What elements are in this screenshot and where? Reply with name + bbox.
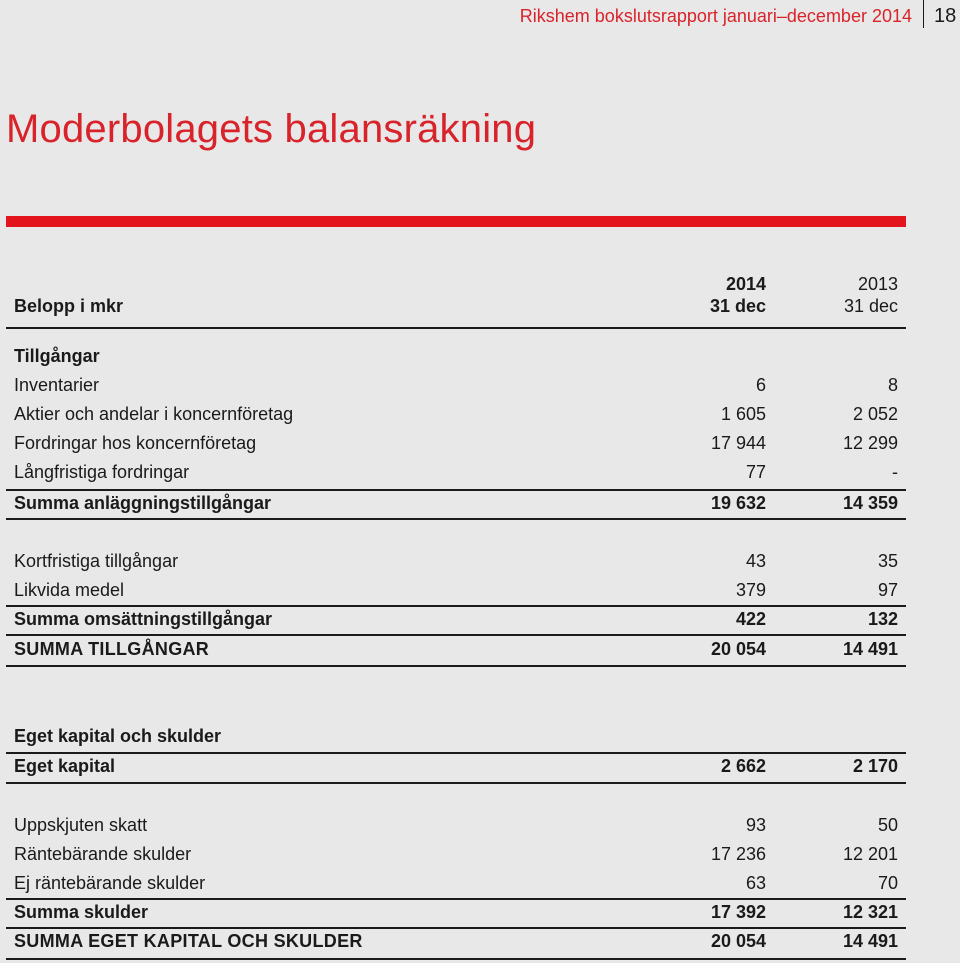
value-2014: 17 236 bbox=[710, 844, 766, 864]
table-row bbox=[6, 400, 906, 429]
header-divider bbox=[923, 0, 924, 28]
value-2013: 35 bbox=[877, 551, 898, 571]
value-2013: 50 bbox=[877, 815, 898, 835]
header-rule bbox=[6, 327, 906, 329]
value-2013: 12 321 bbox=[842, 902, 898, 922]
table-row bbox=[6, 342, 906, 371]
row-label: Eget kapital bbox=[14, 756, 116, 776]
column-date: 31 dec bbox=[843, 296, 898, 316]
table-row bbox=[6, 547, 906, 576]
value-2013: 14 491 bbox=[842, 931, 898, 951]
value-2013: 132 bbox=[867, 609, 898, 629]
row-label: Långfristiga fordringar bbox=[14, 462, 190, 482]
row-rule bbox=[6, 665, 906, 667]
value-2013: 12 201 bbox=[842, 844, 898, 864]
value-2013: 8 bbox=[887, 375, 898, 395]
row-rule bbox=[6, 958, 906, 960]
row-label: Ej räntebärande skulder bbox=[14, 873, 206, 893]
table-row bbox=[6, 840, 906, 869]
unit-label: Belopp i mkr bbox=[14, 296, 124, 316]
column-year: 2014 bbox=[725, 274, 766, 294]
value-2014: 43 bbox=[745, 551, 766, 571]
row-rule bbox=[6, 518, 906, 520]
value-2014: 20 054 bbox=[710, 931, 766, 951]
value-2014: 19 632 bbox=[710, 493, 766, 513]
table-row bbox=[6, 635, 906, 664]
page-title: Moderbolagets balansräkning bbox=[6, 107, 537, 151]
row-label: Tillgångar bbox=[14, 346, 100, 366]
column-year: 2013 bbox=[857, 274, 898, 294]
column-date: 31 dec bbox=[709, 296, 766, 316]
table-row bbox=[6, 722, 906, 751]
row-label: SUMMA EGET KAPITAL OCH SKULDER bbox=[14, 931, 363, 951]
table-row bbox=[6, 576, 906, 605]
row-label: Summa skulder bbox=[14, 902, 149, 922]
row-label: Uppskjuten skatt bbox=[14, 815, 148, 835]
row-label: Likvida medel bbox=[14, 580, 125, 600]
value-2014: 20 054 bbox=[710, 639, 766, 659]
value-2014: 77 bbox=[745, 462, 766, 482]
row-label: Räntebärande skulder bbox=[14, 844, 192, 864]
row-label: Fordringar hos koncernföretag bbox=[14, 433, 257, 453]
value-2014: 2 662 bbox=[720, 756, 766, 776]
report-title: Rikshem bokslutsrapport januari–december 2014 bbox=[519, 6, 912, 26]
value-2013: 14 491 bbox=[842, 639, 898, 659]
value-2013: 2 170 bbox=[852, 756, 898, 776]
row-label: Inventarier bbox=[14, 375, 100, 395]
value-2013: - bbox=[892, 462, 898, 482]
row-label: Kortfristiga tillgångar bbox=[14, 551, 179, 571]
row-label: Aktier och andelar i koncernföretag bbox=[14, 404, 294, 424]
table-row bbox=[6, 752, 906, 781]
value-2013: 2 052 bbox=[852, 404, 898, 424]
value-2014: 379 bbox=[735, 580, 766, 600]
page-number: 18 bbox=[934, 5, 957, 27]
value-2013: 97 bbox=[877, 580, 898, 600]
value-2013: 14 359 bbox=[842, 493, 898, 513]
table-row bbox=[6, 898, 906, 927]
value-2014: 17 392 bbox=[710, 902, 766, 922]
value-2014: 6 bbox=[755, 375, 766, 395]
table-row bbox=[6, 429, 906, 458]
row-label: Summa omsättningstillgångar bbox=[14, 609, 273, 629]
table-row bbox=[6, 458, 906, 487]
value-2014: 63 bbox=[745, 873, 766, 893]
column-header-2013 bbox=[778, 273, 898, 317]
value-2013: 70 bbox=[877, 873, 898, 893]
table-row bbox=[6, 371, 906, 400]
table-row bbox=[6, 869, 906, 898]
accent-bar bbox=[6, 216, 906, 227]
row-rule bbox=[6, 782, 906, 784]
table-row bbox=[6, 489, 906, 518]
value-2014: 1 605 bbox=[720, 404, 766, 424]
row-label: Summa anläggningstillgångar bbox=[14, 493, 272, 513]
value-2014: 422 bbox=[735, 609, 766, 629]
table-row bbox=[6, 605, 906, 634]
table-row bbox=[6, 927, 906, 956]
value-2014: 93 bbox=[745, 815, 766, 835]
value-2013: 12 299 bbox=[842, 433, 898, 453]
row-label: Eget kapital och skulder bbox=[14, 726, 222, 746]
table-row bbox=[6, 811, 906, 840]
value-2014: 17 944 bbox=[710, 433, 766, 453]
row-label: SUMMA TILLGÅNGAR bbox=[14, 639, 210, 659]
column-header-2014 bbox=[646, 273, 766, 317]
